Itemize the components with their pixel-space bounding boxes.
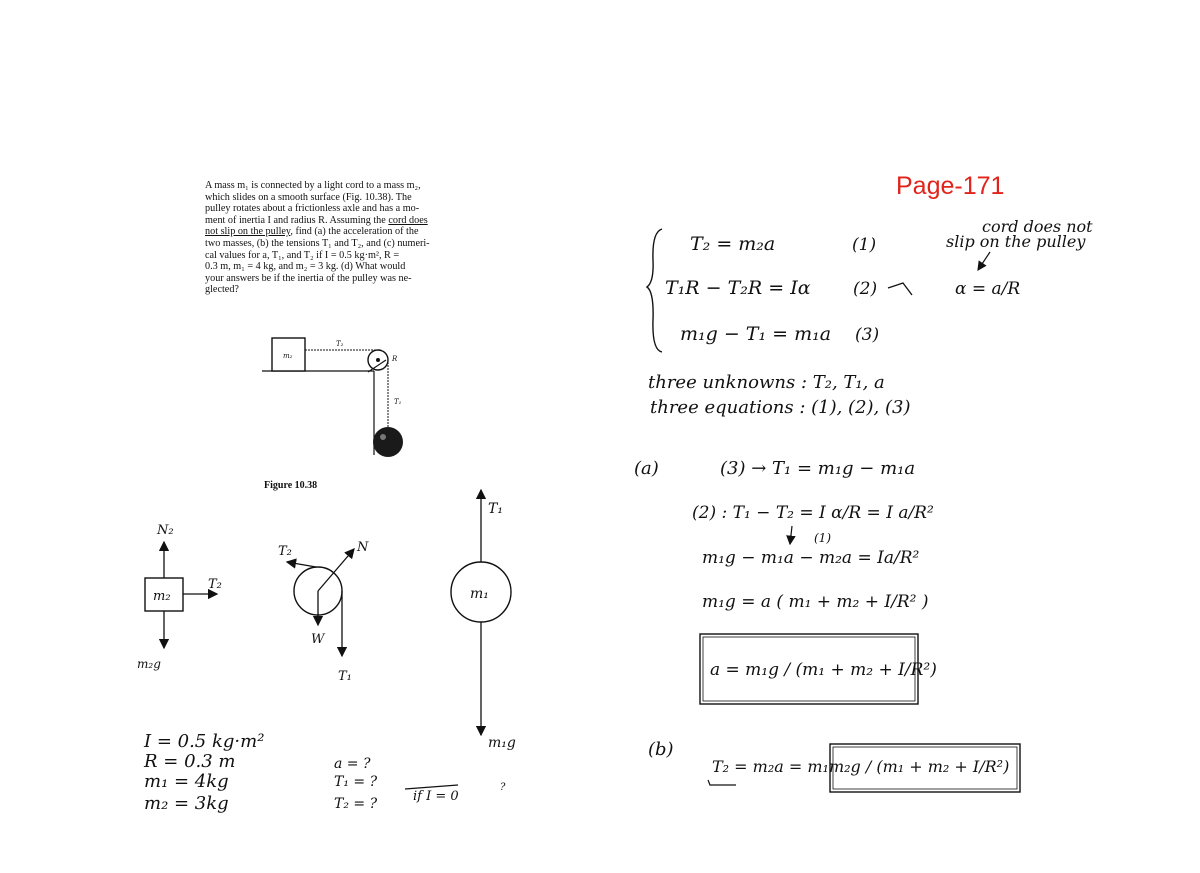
part-b-label: (b) (648, 739, 674, 760)
substitution-ref: (1) (814, 531, 831, 545)
problem-line: glected? (205, 284, 239, 296)
hanging-mass-m1 (373, 427, 403, 457)
underlined-phrase: not slip on the pulley (205, 226, 291, 238)
fbd-hanging-mass (451, 490, 516, 751)
t2-underline (708, 780, 736, 785)
unknowns-line: three unknowns : T₂, T₁, a (648, 372, 885, 393)
page-label: Page-171 (896, 172, 1005, 200)
mass-highlight (380, 434, 386, 440)
equation-2: T₁R − T₂R = Iα (665, 277, 811, 299)
cord-t2-label: T₂ (336, 340, 344, 348)
problem-line: pulley rotates about a frictionless axle and has a mo- (205, 203, 420, 215)
underlined-phrase: cord does (388, 214, 428, 226)
answer-a: a = m₁g / (m₁ + m₂ + I/R²) (710, 660, 937, 680)
if-zero-case: if I = 0 (413, 789, 459, 804)
fbd-pulley (278, 540, 369, 684)
alpha-relation: α = a/R (955, 279, 1021, 299)
pulley-n-label: N (357, 540, 369, 555)
equation-3-number: (3) (855, 325, 880, 345)
unknown-t2: T₂ = ? (334, 796, 378, 812)
system-brace (647, 229, 662, 352)
weight-label: m₂g (137, 657, 161, 671)
cord-t1-label: T₁ (394, 398, 402, 406)
figure-pulley-system (262, 338, 403, 457)
problem-line: which slides on a smooth surface (Fig. 10.38). The (205, 191, 412, 203)
equation-2-arrow (888, 283, 912, 295)
side-note-arrow (978, 252, 990, 270)
problem-line: cal values for a, T₁, and T₂ if I = 0.5 kg·m², R = (205, 249, 400, 261)
unknown-a: a = ? (334, 756, 371, 772)
problem-line: A mass m₁ is connected by a light cord to a mass m₂, (205, 180, 421, 191)
substitution-arrow (790, 526, 792, 544)
fbd-mass-label: m₁ (470, 586, 489, 602)
equation-2-number: (2) (853, 279, 878, 299)
answer-b: T₂ = m₂a = m₁m₂g / (m₁ + m₂ + I/R²) (712, 757, 1010, 776)
pulley-w-label: W (311, 632, 325, 647)
unknown-t1: T₁ = ? (334, 774, 378, 790)
pulley-t2-arrow (287, 562, 316, 567)
equations-line: three equations : (1), (2), (3) (650, 397, 911, 418)
given-radius: R = 0.3 m (144, 751, 236, 772)
problem-line: your answers be if the inertia of the pulley was ne- (205, 272, 412, 284)
fbd-block (137, 523, 222, 671)
pulley-n-arrow (318, 549, 354, 591)
given-m1: m₁ = 4kg (144, 771, 229, 792)
mass-weight-label: m₁g (488, 735, 516, 751)
part-a-step1: (3) → T₁ = m₁g − m₁a (720, 458, 916, 479)
handwritten-solution (634, 217, 1093, 792)
side-note-line2: slip on the pulley (946, 232, 1086, 251)
given-m2: m₂ = 3kg (144, 793, 229, 814)
normal-force-label: N₂ (157, 523, 174, 538)
pulley-radius-label: R (392, 355, 398, 363)
equation-1-number: (1) (852, 235, 877, 255)
side-note-line1: cord does not (982, 217, 1093, 236)
part-a-step2: (2) : T₁ − T₂ = I α/R = I a/R² (692, 503, 934, 523)
pulley-t2-label: T₂ (278, 544, 292, 559)
part-a-label: (a) (634, 458, 659, 479)
pulley-t1-label: T₁ (338, 669, 352, 684)
if-zero-question: ? (500, 782, 506, 793)
problem-line: ment of inertia I and radius R. Assuming the cord does (205, 214, 428, 226)
block-m2-label: m₂ (283, 352, 293, 360)
fbd-block-mass-label: m₂ (153, 589, 171, 604)
figure-caption: Figure 10.38 (264, 480, 318, 491)
given-inertia: I = 0.5 kg·m² (144, 731, 265, 752)
pulley-axle (376, 358, 380, 362)
problem-line: 0.3 m, m₁ = 4 kg, and m₂ = 3 kg. (d) What would (205, 261, 406, 273)
given-values (143, 731, 506, 814)
problem-line: two masses, (b) the tensions T₁ and T₂, and (c) numeri- (205, 237, 430, 249)
equation-3: m₁g − T₁ = m₁a (680, 323, 832, 345)
problem-line: not slip on the pulley, find (a) the acceleration of the (205, 226, 419, 238)
equation-1: T₂ = m₂a (690, 233, 776, 255)
mass-tension-label: T₁ (488, 501, 503, 517)
tension-label: T₂ (208, 577, 222, 592)
part-a-step4: m₁g = a ( m₁ + m₂ + I/R² ) (702, 592, 929, 612)
part-a-step3: m₁g − m₁a − m₂a = Ia/R² (702, 548, 920, 568)
